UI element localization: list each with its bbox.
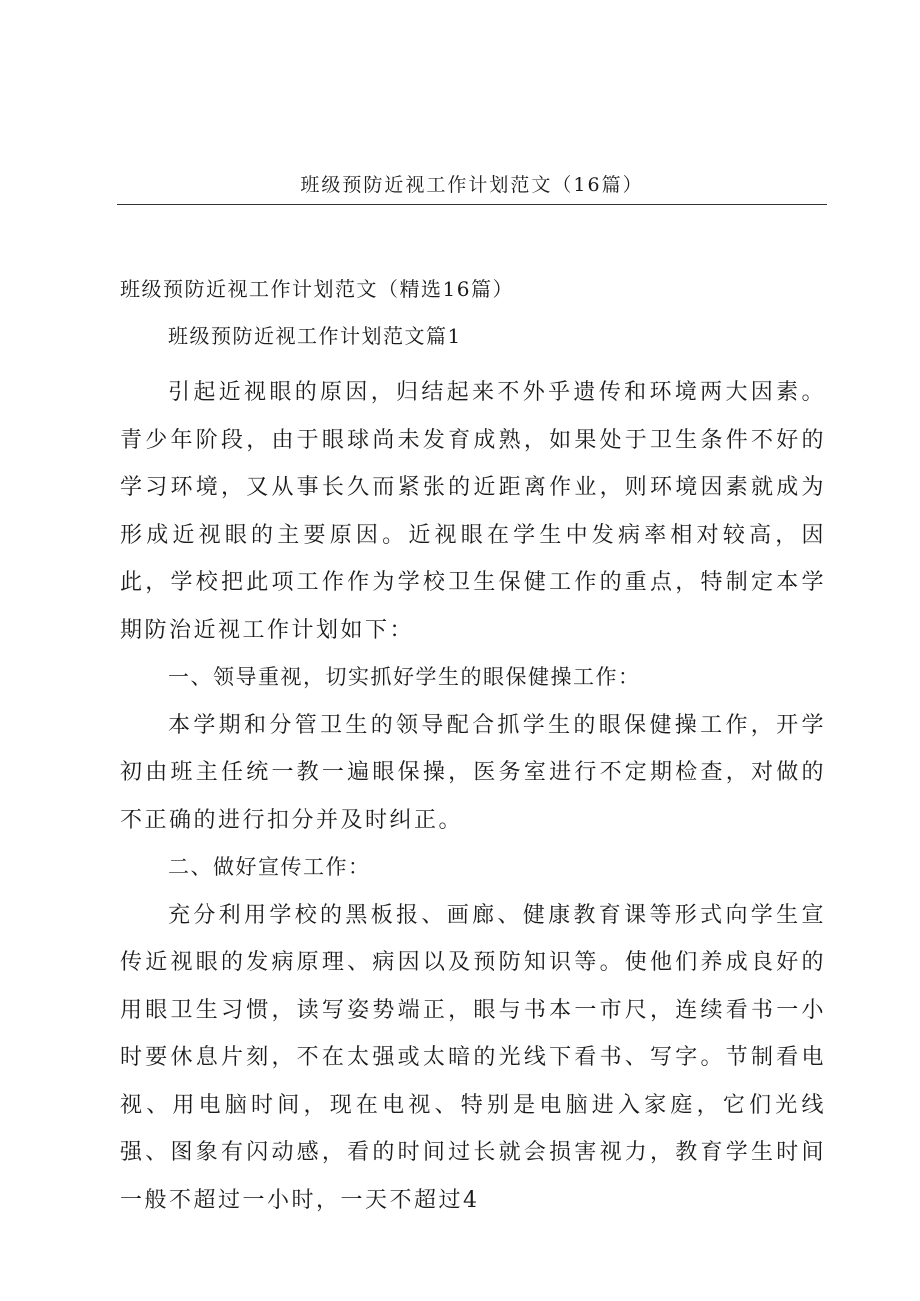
document-title: 班级预防近视工作计划范文（精选16篇） — [120, 277, 514, 301]
heading-leadership: 一、领导重视，切实抓好学生的眼保健操工作： — [168, 665, 641, 689]
heading-publicity: 二、做好宣传工作： — [168, 855, 371, 879]
page-header — [117, 172, 827, 205]
paragraph-intro: 引起近视眼的原因，归结起来不外乎遗传和环境两大因素。青少年阶段，由于眼球尚未发育成熟，如果处于卫生条件不好的学习环境，又从事长久而紧张的近距离作业，则环境因素就成为形成近视眼的主要原因。近视眼在学生中发病率相对较高，因此，学校把此项工作作为学校卫生保健工作的重点，特制定本学期防治近视工作计划如下： — [120, 380, 826, 643]
paragraph-eye-exercise: 本学期和分管卫生的领导配合抓学生的眼保健操工作，开学初由班主任统一教一遍眼保操，医务室进行不定期检查，对做的不正确的进行扣分并及时纠正。 — [120, 712, 826, 833]
section-title: 班级预防近视工作计划范文篇1 — [168, 324, 462, 348]
paragraph-publicity: 充分利用学校的黑板报、画廊、健康教育课等形式向学生宣传近视眼的发病原理、病因以及预防知识等。使他们养成良好的用眼卫生习惯，读写姿势端正，眼与书本一市尺，连续看书一小时要休息片刻，不在太强或太暗的光线下看书、写字。节制看电视、用电脑时间，现在电视、特别是电脑进入家庭，它们光线强、图象有闪动感，看的时间过长就会损害视力，教育学生时间一般不超过一小时，一天不超过4 — [120, 902, 826, 1213]
document-body — [120, 274, 826, 1224]
page-header-title: 班级预防近视工作计划范文（16篇） — [300, 174, 644, 196]
